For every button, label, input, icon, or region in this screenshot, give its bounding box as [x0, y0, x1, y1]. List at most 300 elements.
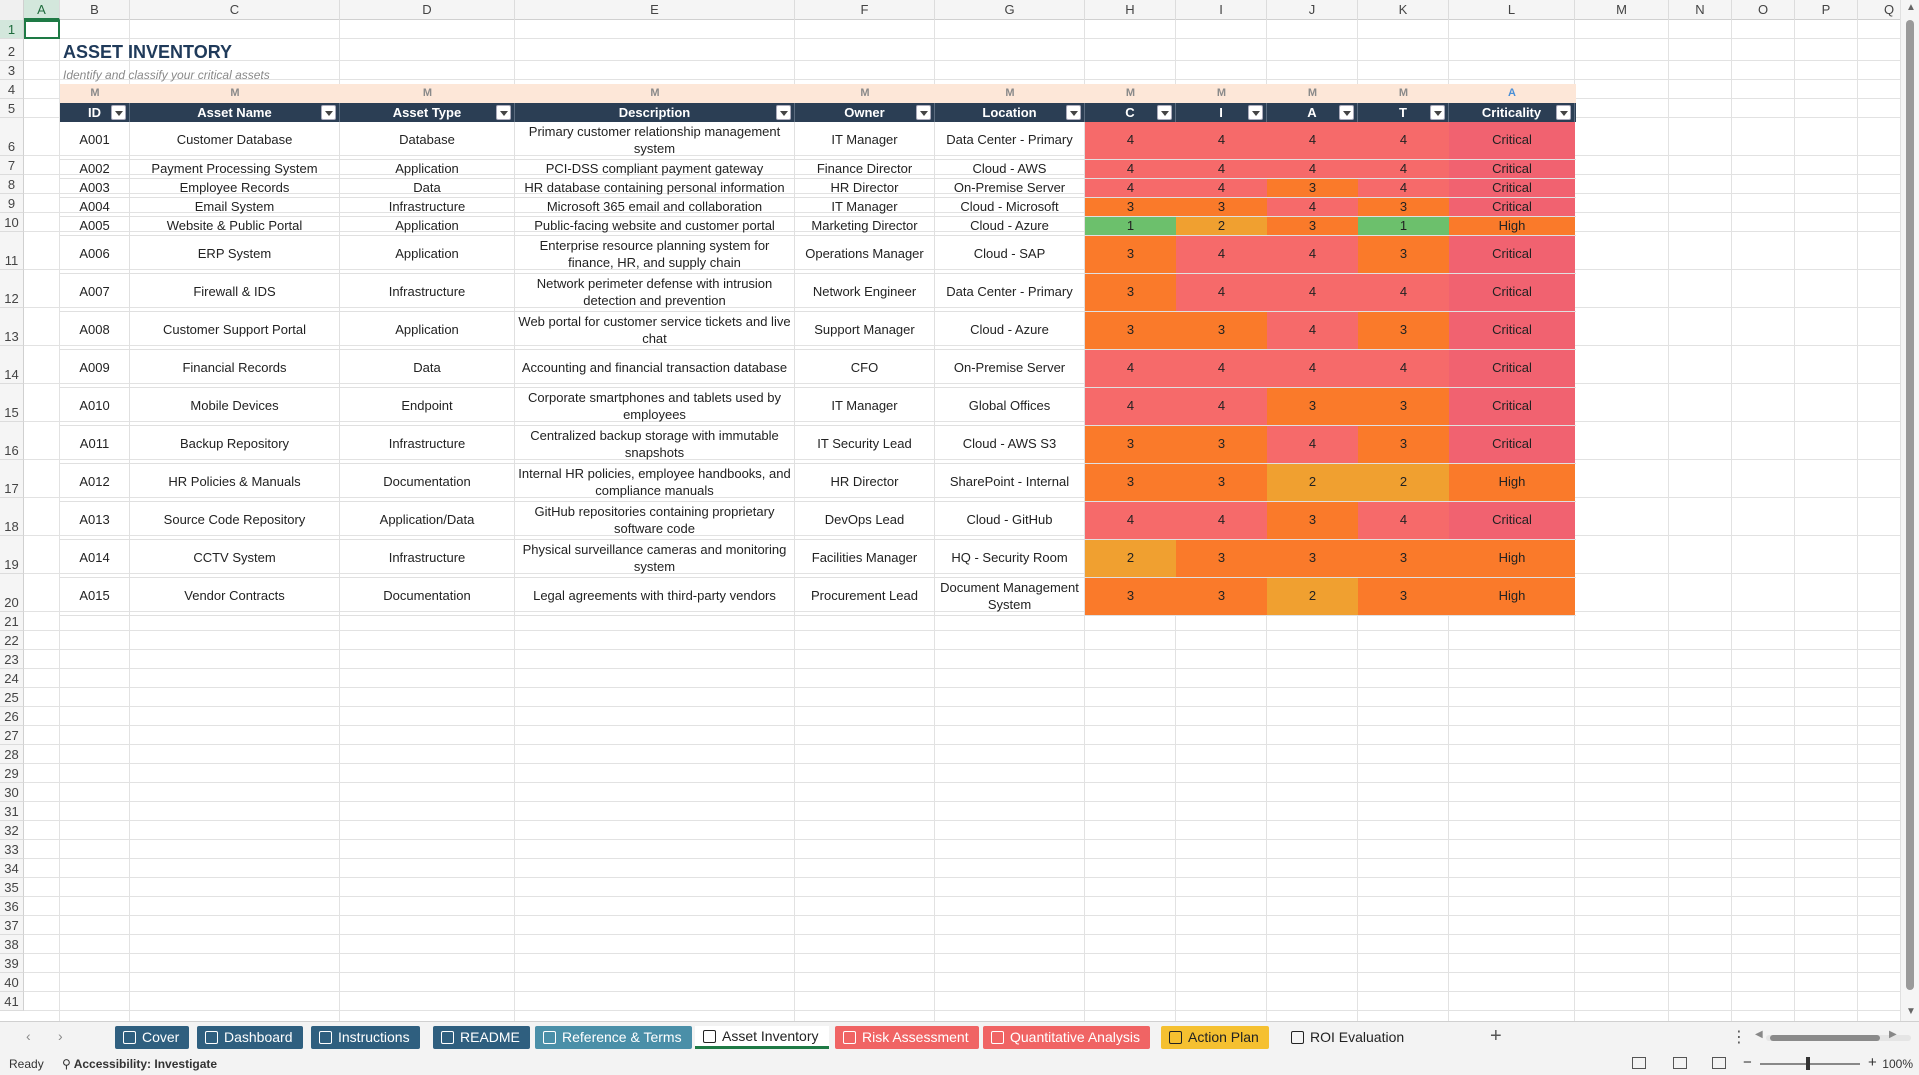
asset-type[interactable]: Application	[340, 217, 515, 235]
asset-description[interactable]: Primary customer relationship management system	[515, 122, 795, 159]
row-header-28[interactable]: 28	[0, 745, 24, 764]
row-header-23[interactable]: 23	[0, 650, 24, 669]
score-t[interactable]: 4	[1358, 350, 1449, 387]
header-description	[515, 103, 795, 122]
asset-owner[interactable]: IT Manager	[795, 198, 935, 216]
gridline-h	[24, 1010, 1900, 1011]
column-header-q[interactable]: Q	[1858, 0, 1900, 20]
table-row[interactable]	[60, 122, 1576, 160]
gridline-h	[24, 953, 1900, 954]
header-label: Asset Name	[197, 105, 272, 120]
asset-id[interactable]: A014	[60, 540, 130, 577]
tab-quantitative-analysis[interactable]	[983, 1026, 1150, 1049]
score-a[interactable]: 3	[1267, 540, 1358, 577]
criticality[interactable]: High	[1449, 464, 1575, 501]
asset-description[interactable]: Centralized backup storage with immutable snapshots	[515, 426, 795, 463]
column-header-p[interactable]: P	[1795, 0, 1858, 20]
gridline-h	[24, 801, 1900, 802]
criticality[interactable]: High	[1449, 578, 1575, 615]
asset-id[interactable]: A005	[60, 217, 130, 235]
asset-name[interactable]: CCTV System	[130, 540, 340, 577]
score-t[interactable]: 4	[1358, 179, 1449, 197]
asset-type[interactable]: Documentation	[340, 578, 515, 615]
criticality[interactable]: Critical	[1449, 236, 1575, 273]
asset-name[interactable]: Mobile Devices	[130, 388, 340, 425]
column-header-a[interactable]: A	[24, 0, 60, 20]
asset-location[interactable]: Cloud - Azure	[935, 217, 1085, 235]
column-header-i[interactable]: I	[1176, 0, 1267, 20]
asset-type[interactable]: Infrastructure	[340, 274, 515, 311]
tab-readme[interactable]	[433, 1026, 530, 1049]
row-header-14[interactable]: 14	[0, 346, 24, 384]
filter-dropdown-icon[interactable]	[496, 105, 511, 120]
add-sheet-icon[interactable]: +	[1490, 1025, 1502, 1047]
asset-name[interactable]: Firewall & IDS	[130, 274, 340, 311]
score-i[interactable]: 4	[1176, 179, 1267, 197]
score-a[interactable]: 3	[1267, 502, 1358, 539]
asset-location[interactable]: On-Premise Server	[935, 350, 1085, 387]
score-t[interactable]: 3	[1358, 198, 1449, 216]
score-a[interactable]: 4	[1267, 426, 1358, 463]
asset-name[interactable]: Employee Records	[130, 179, 340, 197]
row-header-21[interactable]: 21	[0, 612, 24, 631]
asset-owner[interactable]: Finance Director	[795, 160, 935, 178]
score-t[interactable]: 3	[1358, 312, 1449, 349]
asset-owner[interactable]: DevOps Lead	[795, 502, 935, 539]
score-c[interactable]: 3	[1085, 578, 1176, 615]
row-header-34[interactable]: 34	[0, 859, 24, 878]
asset-type[interactable]: Documentation	[340, 464, 515, 501]
accessibility-status[interactable]	[62, 1057, 217, 1071]
column-header-g[interactable]: G	[935, 0, 1085, 20]
status-bar	[0, 1052, 1919, 1075]
tab-asset-inventory[interactable]	[695, 1026, 829, 1049]
asset-name[interactable]: Customer Support Portal	[130, 312, 340, 349]
column-header-f[interactable]: F	[795, 0, 935, 20]
asset-description[interactable]: Legal agreements with third-party vendors	[515, 578, 795, 615]
asset-id[interactable]: A001	[60, 122, 130, 159]
criticality[interactable]: Critical	[1449, 388, 1575, 425]
asset-id[interactable]: A004	[60, 198, 130, 216]
table-row[interactable]	[60, 464, 1576, 502]
row-header-5[interactable]: 5	[0, 99, 24, 118]
asset-id[interactable]: A012	[60, 464, 130, 501]
score-t[interactable]: 4	[1358, 274, 1449, 311]
score-c[interactable]: 3	[1085, 464, 1176, 501]
score-i[interactable]: 4	[1176, 350, 1267, 387]
classification-label: M	[1307, 87, 1318, 99]
asset-name[interactable]: Vendor Contracts	[130, 578, 340, 615]
table-row[interactable]	[60, 578, 1576, 616]
score-a[interactable]: 4	[1267, 312, 1358, 349]
header-label: Owner	[844, 105, 885, 120]
score-i[interactable]: 4	[1176, 122, 1267, 159]
asset-owner[interactable]: Procurement Lead	[795, 578, 935, 615]
asset-owner[interactable]: Operations Manager	[795, 236, 935, 273]
table-row[interactable]	[60, 179, 1576, 198]
asset-name[interactable]: Payment Processing System	[130, 160, 340, 178]
header-label: T	[1399, 105, 1407, 120]
header-t	[1358, 103, 1449, 122]
classification-label: M	[860, 87, 870, 99]
asset-location[interactable]: Cloud - Microsoft	[935, 198, 1085, 216]
row-header-6[interactable]: 6	[0, 118, 24, 156]
scroll-down-icon[interactable]: ▼	[1906, 1006, 1916, 1017]
score-c[interactable]: 3	[1085, 236, 1176, 273]
score-i[interactable]: 4	[1176, 502, 1267, 539]
asset-name[interactable]: ERP System	[130, 236, 340, 273]
asset-description[interactable]: Public-facing website and customer portal	[515, 217, 795, 235]
asset-owner[interactable]: CFO	[795, 350, 935, 387]
row-header-18[interactable]: 18	[0, 498, 24, 536]
score-i[interactable]: 4	[1176, 236, 1267, 273]
asset-type[interactable]: Application	[340, 312, 515, 349]
asset-id[interactable]: A013	[60, 502, 130, 539]
asset-owner[interactable]: HR Director	[795, 464, 935, 501]
zoom-slider-thumb[interactable]	[1806, 1057, 1810, 1070]
asset-owner[interactable]: Support Manager	[795, 312, 935, 349]
score-t[interactable]: 4	[1358, 160, 1449, 178]
asset-name[interactable]: Backup Repository	[130, 426, 340, 463]
filter-dropdown-icon[interactable]	[1430, 105, 1445, 120]
criticality[interactable]: Critical	[1449, 312, 1575, 349]
score-i[interactable]: 3	[1176, 578, 1267, 615]
criticality[interactable]: Critical	[1449, 274, 1575, 311]
row-header-32[interactable]: 32	[0, 821, 24, 840]
asset-type[interactable]: Database	[340, 122, 515, 159]
row-header-11[interactable]: 11	[0, 232, 24, 270]
row-header-2[interactable]: 2	[0, 39, 24, 61]
table-row[interactable]	[60, 160, 1576, 179]
zoom-slider[interactable]	[1760, 1063, 1860, 1065]
score-t[interactable]: 3	[1358, 388, 1449, 425]
asset-owner[interactable]: Facilities Manager	[795, 540, 935, 577]
column-header-n[interactable]: N	[1669, 0, 1732, 20]
asset-owner[interactable]: Network Engineer	[795, 274, 935, 311]
criticality[interactable]: Critical	[1449, 350, 1575, 387]
criticality[interactable]: Critical	[1449, 160, 1575, 178]
row-header-8[interactable]: 8	[0, 175, 24, 194]
vertical-scrollbar[interactable]	[1900, 0, 1919, 1021]
score-t[interactable]: 3	[1358, 578, 1449, 615]
tab-next-icon[interactable]: ›	[58, 1028, 63, 1044]
gridline-v	[1794, 20, 1795, 1021]
gridline-h	[24, 782, 1900, 783]
scroll-up-icon[interactable]: ▲	[1906, 2, 1916, 13]
column-header-o[interactable]: O	[1732, 0, 1795, 20]
score-t[interactable]: 3	[1358, 426, 1449, 463]
asset-description[interactable]: Web portal for customer service tickets and live chat	[515, 312, 795, 349]
asset-name[interactable]: Source Code Repository	[130, 502, 340, 539]
row-header-7[interactable]: 7	[0, 156, 24, 175]
score-c[interactable]: 4	[1085, 388, 1176, 425]
asset-name[interactable]: Email System	[130, 198, 340, 216]
hscroll-right-icon[interactable]: ▶	[1889, 1029, 1897, 1040]
page-break-view-icon[interactable]	[1712, 1057, 1726, 1069]
asset-name[interactable]: Website & Public Portal	[130, 217, 340, 235]
criticality[interactable]: Critical	[1449, 426, 1575, 463]
filter-dropdown-icon[interactable]	[111, 105, 126, 120]
score-i[interactable]: 4	[1176, 160, 1267, 178]
tab-risk-assessment[interactable]	[835, 1026, 979, 1049]
column-header-d[interactable]: D	[340, 0, 515, 20]
row-header-9[interactable]: 9	[0, 194, 24, 213]
hscroll-left-icon[interactable]: ◀	[1755, 1029, 1763, 1040]
asset-owner[interactable]: HR Director	[795, 179, 935, 197]
score-i[interactable]: 3	[1176, 312, 1267, 349]
asset-location[interactable]: HQ - Security Room	[935, 540, 1085, 577]
asset-location[interactable]: Global Offices	[935, 388, 1085, 425]
score-t[interactable]: 4	[1358, 502, 1449, 539]
filter-dropdown-icon[interactable]	[321, 105, 336, 120]
row-header-13[interactable]: 13	[0, 308, 24, 346]
asset-description[interactable]: Internal HR policies, employee handbooks, and compliance manuals	[515, 464, 795, 501]
asset-type[interactable]: Application/Data	[340, 502, 515, 539]
score-a[interactable]: 4	[1267, 198, 1358, 216]
asset-location[interactable]: Cloud - Azure	[935, 312, 1085, 349]
classification-row	[60, 84, 1576, 103]
row-header-30[interactable]: 30	[0, 783, 24, 802]
asset-location[interactable]: Cloud - AWS S3	[935, 426, 1085, 463]
criticality[interactable]: Critical	[1449, 122, 1575, 159]
tab-label: Asset Inventory	[722, 1027, 819, 1044]
row-header-25[interactable]: 25	[0, 688, 24, 707]
row-header-22[interactable]: 22	[0, 631, 24, 650]
criticality[interactable]: Critical	[1449, 198, 1575, 216]
asset-type[interactable]: Data	[340, 350, 515, 387]
tab-reference-terms[interactable]	[535, 1026, 692, 1049]
score-i[interactable]: 3	[1176, 464, 1267, 501]
score-a[interactable]: 4	[1267, 350, 1358, 387]
select-all-corner[interactable]	[0, 0, 24, 20]
row-header-33[interactable]: 33	[0, 840, 24, 859]
score-t[interactable]: 4	[1358, 122, 1449, 159]
column-header-k[interactable]: K	[1358, 0, 1449, 20]
asset-owner[interactable]: IT Manager	[795, 122, 935, 159]
score-i[interactable]: 3	[1176, 426, 1267, 463]
horizontal-scroll-thumb[interactable]	[1770, 1035, 1880, 1041]
gridline-h	[24, 839, 1900, 840]
row-header-10[interactable]: 10	[0, 213, 24, 232]
table-row[interactable]	[60, 274, 1576, 312]
table-row[interactable]	[60, 540, 1576, 578]
tab-dashboard[interactable]	[197, 1026, 303, 1049]
asset-id[interactable]: A007	[60, 274, 130, 311]
score-c[interactable]: 3	[1085, 274, 1176, 311]
asset-type[interactable]: Endpoint	[340, 388, 515, 425]
asset-id[interactable]: A015	[60, 578, 130, 615]
score-c[interactable]: 4	[1085, 502, 1176, 539]
asset-location[interactable]: SharePoint - Internal	[935, 464, 1085, 501]
asset-location[interactable]: On-Premise Server	[935, 179, 1085, 197]
table-row[interactable]	[60, 217, 1576, 236]
asset-description[interactable]: HR database containing personal information	[515, 179, 795, 197]
column-header-m[interactable]: M	[1575, 0, 1669, 20]
asset-description[interactable]: Corporate smartphones and tablets used by employees	[515, 388, 795, 425]
asset-id[interactable]: A011	[60, 426, 130, 463]
asset-description[interactable]: Microsoft 365 email and collaboration	[515, 198, 795, 216]
active-cell-a1[interactable]	[24, 20, 60, 39]
filter-dropdown-icon[interactable]	[1556, 105, 1571, 120]
tab-prev-icon[interactable]: ‹	[26, 1028, 31, 1044]
asset-owner[interactable]: Marketing Director	[795, 217, 935, 235]
zoom-in-icon[interactable]: +	[1868, 1054, 1877, 1071]
score-a[interactable]: 4	[1267, 236, 1358, 273]
zoom-out-icon[interactable]: −	[1743, 1054, 1752, 1071]
filter-dropdown-icon[interactable]	[1157, 105, 1172, 120]
asset-type[interactable]: Application	[340, 236, 515, 273]
table-row[interactable]	[60, 350, 1576, 388]
tab-cover[interactable]	[115, 1026, 189, 1049]
table-row[interactable]	[60, 388, 1576, 426]
row-header-17[interactable]: 17	[0, 460, 24, 498]
more-options-icon[interactable]: ⋮	[1731, 1029, 1747, 1046]
score-a[interactable]: 3	[1267, 179, 1358, 197]
asset-description[interactable]: Enterprise resource planning system for finance, HR, and supply chain	[515, 236, 795, 273]
score-a[interactable]: 2	[1267, 464, 1358, 501]
asset-id[interactable]: A006	[60, 236, 130, 273]
row-header-31[interactable]: 31	[0, 802, 24, 821]
score-a[interactable]: 3	[1267, 217, 1358, 235]
table-row[interactable]	[60, 236, 1576, 274]
column-header-l[interactable]: L	[1449, 0, 1575, 20]
row-header-26[interactable]: 26	[0, 707, 24, 726]
score-a[interactable]: 2	[1267, 578, 1358, 615]
asset-description[interactable]: Physical surveillance cameras and monitoring system	[515, 540, 795, 577]
asset-type[interactable]: Infrastructure	[340, 426, 515, 463]
row-header-24[interactable]: 24	[0, 669, 24, 688]
table-row[interactable]	[60, 502, 1576, 540]
row-header-4[interactable]: 4	[0, 80, 24, 99]
row-header-41[interactable]: 41	[0, 992, 24, 1011]
row-header-35[interactable]: 35	[0, 878, 24, 897]
column-header-b[interactable]: B	[60, 0, 130, 20]
asset-type[interactable]: Application	[340, 160, 515, 178]
asset-description[interactable]: GitHub repositories containing proprietary software code	[515, 502, 795, 539]
score-i[interactable]: 4	[1176, 274, 1267, 311]
score-i[interactable]: 2	[1176, 217, 1267, 235]
score-a[interactable]: 4	[1267, 274, 1358, 311]
column-header-h[interactable]: H	[1085, 0, 1176, 20]
gridline-h	[24, 820, 1900, 821]
column-header-c[interactable]: C	[130, 0, 340, 20]
column-header-j[interactable]: J	[1267, 0, 1358, 20]
asset-location[interactable]: Cloud - SAP	[935, 236, 1085, 273]
score-c[interactable]: 4	[1085, 122, 1176, 159]
score-c[interactable]: 4	[1085, 350, 1176, 387]
score-t[interactable]: 1	[1358, 217, 1449, 235]
row-header-3[interactable]: 3	[0, 61, 24, 80]
asset-description[interactable]: Network perimeter defense with intrusion detection and prevention	[515, 274, 795, 311]
row-header-19[interactable]: 19	[0, 536, 24, 574]
tab-instructions[interactable]	[311, 1026, 420, 1049]
score-i[interactable]: 3	[1176, 198, 1267, 216]
asset-type[interactable]: Infrastructure	[340, 540, 515, 577]
row-header-16[interactable]: 16	[0, 422, 24, 460]
filter-dropdown-icon[interactable]	[916, 105, 931, 120]
normal-view-icon[interactable]	[1632, 1057, 1646, 1069]
asset-description[interactable]: PCI-DSS compliant payment gateway	[515, 160, 795, 178]
filter-dropdown-icon[interactable]	[1339, 105, 1354, 120]
asset-location[interactable]: Document Management System	[935, 578, 1085, 615]
asset-id[interactable]: A008	[60, 312, 130, 349]
asset-location[interactable]: Data Center - Primary	[935, 122, 1085, 159]
asset-location[interactable]: Data Center - Primary	[935, 274, 1085, 311]
table-row[interactable]	[60, 312, 1576, 350]
score-c[interactable]: 3	[1085, 426, 1176, 463]
table-row[interactable]	[60, 198, 1576, 217]
row-header-27[interactable]: 27	[0, 726, 24, 745]
classification-label: M	[422, 87, 433, 99]
score-t[interactable]: 2	[1358, 464, 1449, 501]
asset-id[interactable]: A009	[60, 350, 130, 387]
criticality[interactable]: Critical	[1449, 502, 1575, 539]
criticality[interactable]: High	[1449, 540, 1575, 577]
asset-location[interactable]: Cloud - GitHub	[935, 502, 1085, 539]
criticality[interactable]: High	[1449, 217, 1575, 235]
score-c[interactable]: 4	[1085, 160, 1176, 178]
score-i[interactable]: 3	[1176, 540, 1267, 577]
row-header-40[interactable]: 40	[0, 973, 24, 992]
score-c[interactable]: 3	[1085, 312, 1176, 349]
tab-action-plan[interactable]	[1161, 1026, 1269, 1049]
row-header-1[interactable]: 1	[0, 20, 24, 39]
asset-name[interactable]: Customer Database	[130, 122, 340, 159]
tab-roi-evaluation[interactable]	[1283, 1026, 1414, 1049]
asset-id[interactable]: A003	[60, 179, 130, 197]
row-header-20[interactable]: 20	[0, 574, 24, 612]
table-row[interactable]	[60, 426, 1576, 464]
filter-dropdown-icon[interactable]	[776, 105, 791, 120]
sheet-title: ASSET INVENTORY	[63, 42, 233, 62]
asset-id[interactable]: A002	[60, 160, 130, 178]
asset-id[interactable]: A010	[60, 388, 130, 425]
score-c[interactable]: 3	[1085, 198, 1176, 216]
score-a[interactable]: 4	[1267, 160, 1358, 178]
score-i[interactable]: 4	[1176, 388, 1267, 425]
score-t[interactable]: 3	[1358, 236, 1449, 273]
asset-type[interactable]: Infrastructure	[340, 198, 515, 216]
score-c[interactable]: 4	[1085, 179, 1176, 197]
filter-dropdown-icon[interactable]	[1248, 105, 1263, 120]
asset-owner[interactable]: IT Security Lead	[795, 426, 935, 463]
row-header-15[interactable]: 15	[0, 384, 24, 422]
row-header-39[interactable]: 39	[0, 954, 24, 973]
column-header-e[interactable]: E	[515, 0, 795, 20]
asset-name[interactable]: Financial Records	[130, 350, 340, 387]
row-header-36[interactable]: 36	[0, 897, 24, 916]
page-layout-view-icon[interactable]	[1673, 1057, 1687, 1069]
score-t[interactable]: 3	[1358, 540, 1449, 577]
zoom-level[interactable]: 100%	[1882, 1057, 1913, 1071]
score-a[interactable]: 4	[1267, 122, 1358, 159]
score-c[interactable]: 2	[1085, 540, 1176, 577]
vertical-scroll-thumb[interactable]	[1906, 20, 1914, 990]
asset-description[interactable]: Accounting and financial transaction database	[515, 350, 795, 387]
criticality[interactable]: Critical	[1449, 179, 1575, 197]
row-header-29[interactable]: 29	[0, 764, 24, 783]
score-c[interactable]: 1	[1085, 217, 1176, 235]
row-header-37[interactable]: 37	[0, 916, 24, 935]
asset-owner[interactable]: IT Manager	[795, 388, 935, 425]
asset-location[interactable]: Cloud - AWS	[935, 160, 1085, 178]
asset-type[interactable]: Data	[340, 179, 515, 197]
row-header-12[interactable]: 12	[0, 270, 24, 308]
filter-dropdown-icon[interactable]	[1066, 105, 1081, 120]
asset-name[interactable]: HR Policies & Manuals	[130, 464, 340, 501]
row-header-38[interactable]: 38	[0, 935, 24, 954]
score-a[interactable]: 3	[1267, 388, 1358, 425]
